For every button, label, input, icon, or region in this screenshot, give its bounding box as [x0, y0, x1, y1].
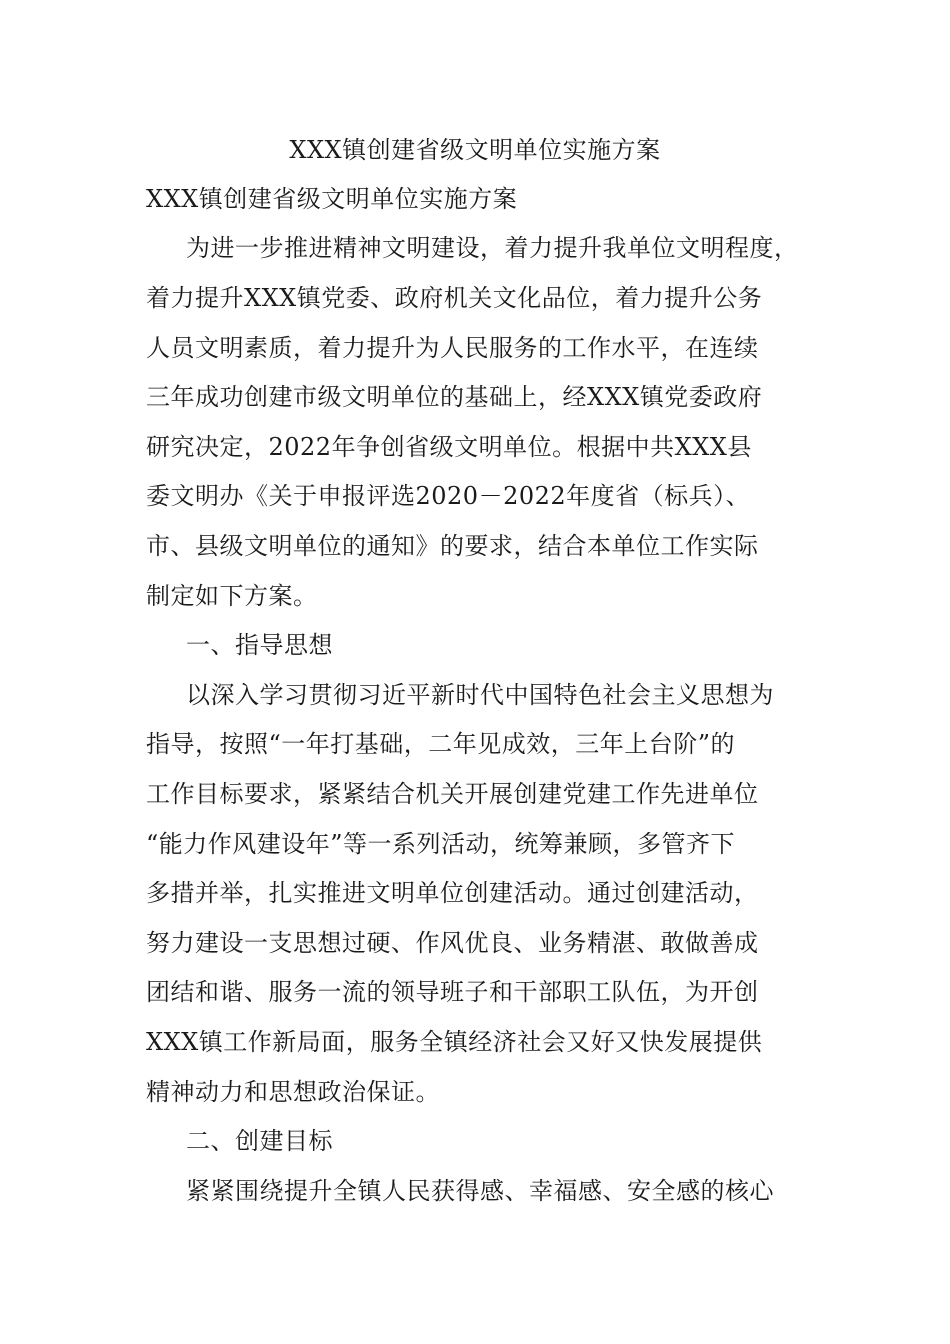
paragraph-line: 着力提升XXX镇党委、政府机关文化品位，着力提升公务 — [146, 284, 763, 312]
paragraph-line: 人员文明素质，着力提升为人民服务的工作水平，在连续 — [146, 334, 759, 362]
subtitle-line: XXX镇创建省级文明单位实施方案 — [146, 185, 518, 213]
paragraph-line: 精神动力和思想政治保证。 — [146, 1078, 440, 1106]
paragraph-line: 制定如下方案。 — [146, 582, 318, 610]
paragraph-line: 以深入学习贯彻习近平新时代中国特色社会主义思想为 — [186, 681, 774, 709]
paragraph-line: XXX镇工作新局面，服务全镇经济社会又好又快发展提供 — [146, 1028, 763, 1056]
paragraph-line: 为进一步推进精神文明建设，着力提升我单位文明程度， — [186, 234, 799, 262]
paragraph-line: “能力作风建设年”等一系列活动，统筹兼顾，多管齐下 — [146, 830, 736, 858]
document-title: XXX镇创建省级文明单位实施方案 — [289, 136, 661, 164]
paragraph-line: 紧紧围绕提升全镇人民获得感、幸福感、安全感的核心 — [186, 1177, 774, 1205]
paragraph-line: 指导，按照“一年打基础，二年见成效，三年上台阶”的 — [146, 730, 736, 758]
paragraph-line: 市、县级文明单位的通知》的要求，结合本单位工作实际 — [146, 532, 759, 560]
paragraph-line: 委文明办《关于申报评选2020－2022年度省（标兵）、 — [146, 482, 751, 510]
paragraph-line: 团结和谐、服务一流的领导班子和干部职工队伍，为开创 — [146, 978, 759, 1006]
paragraph-line: 努力建设一支思想过硬、作风优良、业务精湛、敢做善成 — [146, 929, 759, 957]
paragraph-line: 工作目标要求，紧紧结合机关开展创建党建工作先进单位 — [146, 780, 759, 808]
paragraph-line: 研究决定，2022年争创省级文明单位。根据中共XXX县 — [146, 433, 752, 461]
section-heading: 一、指导思想 — [186, 631, 333, 659]
section-heading: 二、创建目标 — [186, 1127, 333, 1155]
paragraph-line: 三年成功创建市级文明单位的基础上，经XXX镇党委政府 — [146, 383, 763, 411]
paragraph-line: 多措并举，扎实推进文明单位创建活动。通过创建活动， — [146, 879, 759, 907]
